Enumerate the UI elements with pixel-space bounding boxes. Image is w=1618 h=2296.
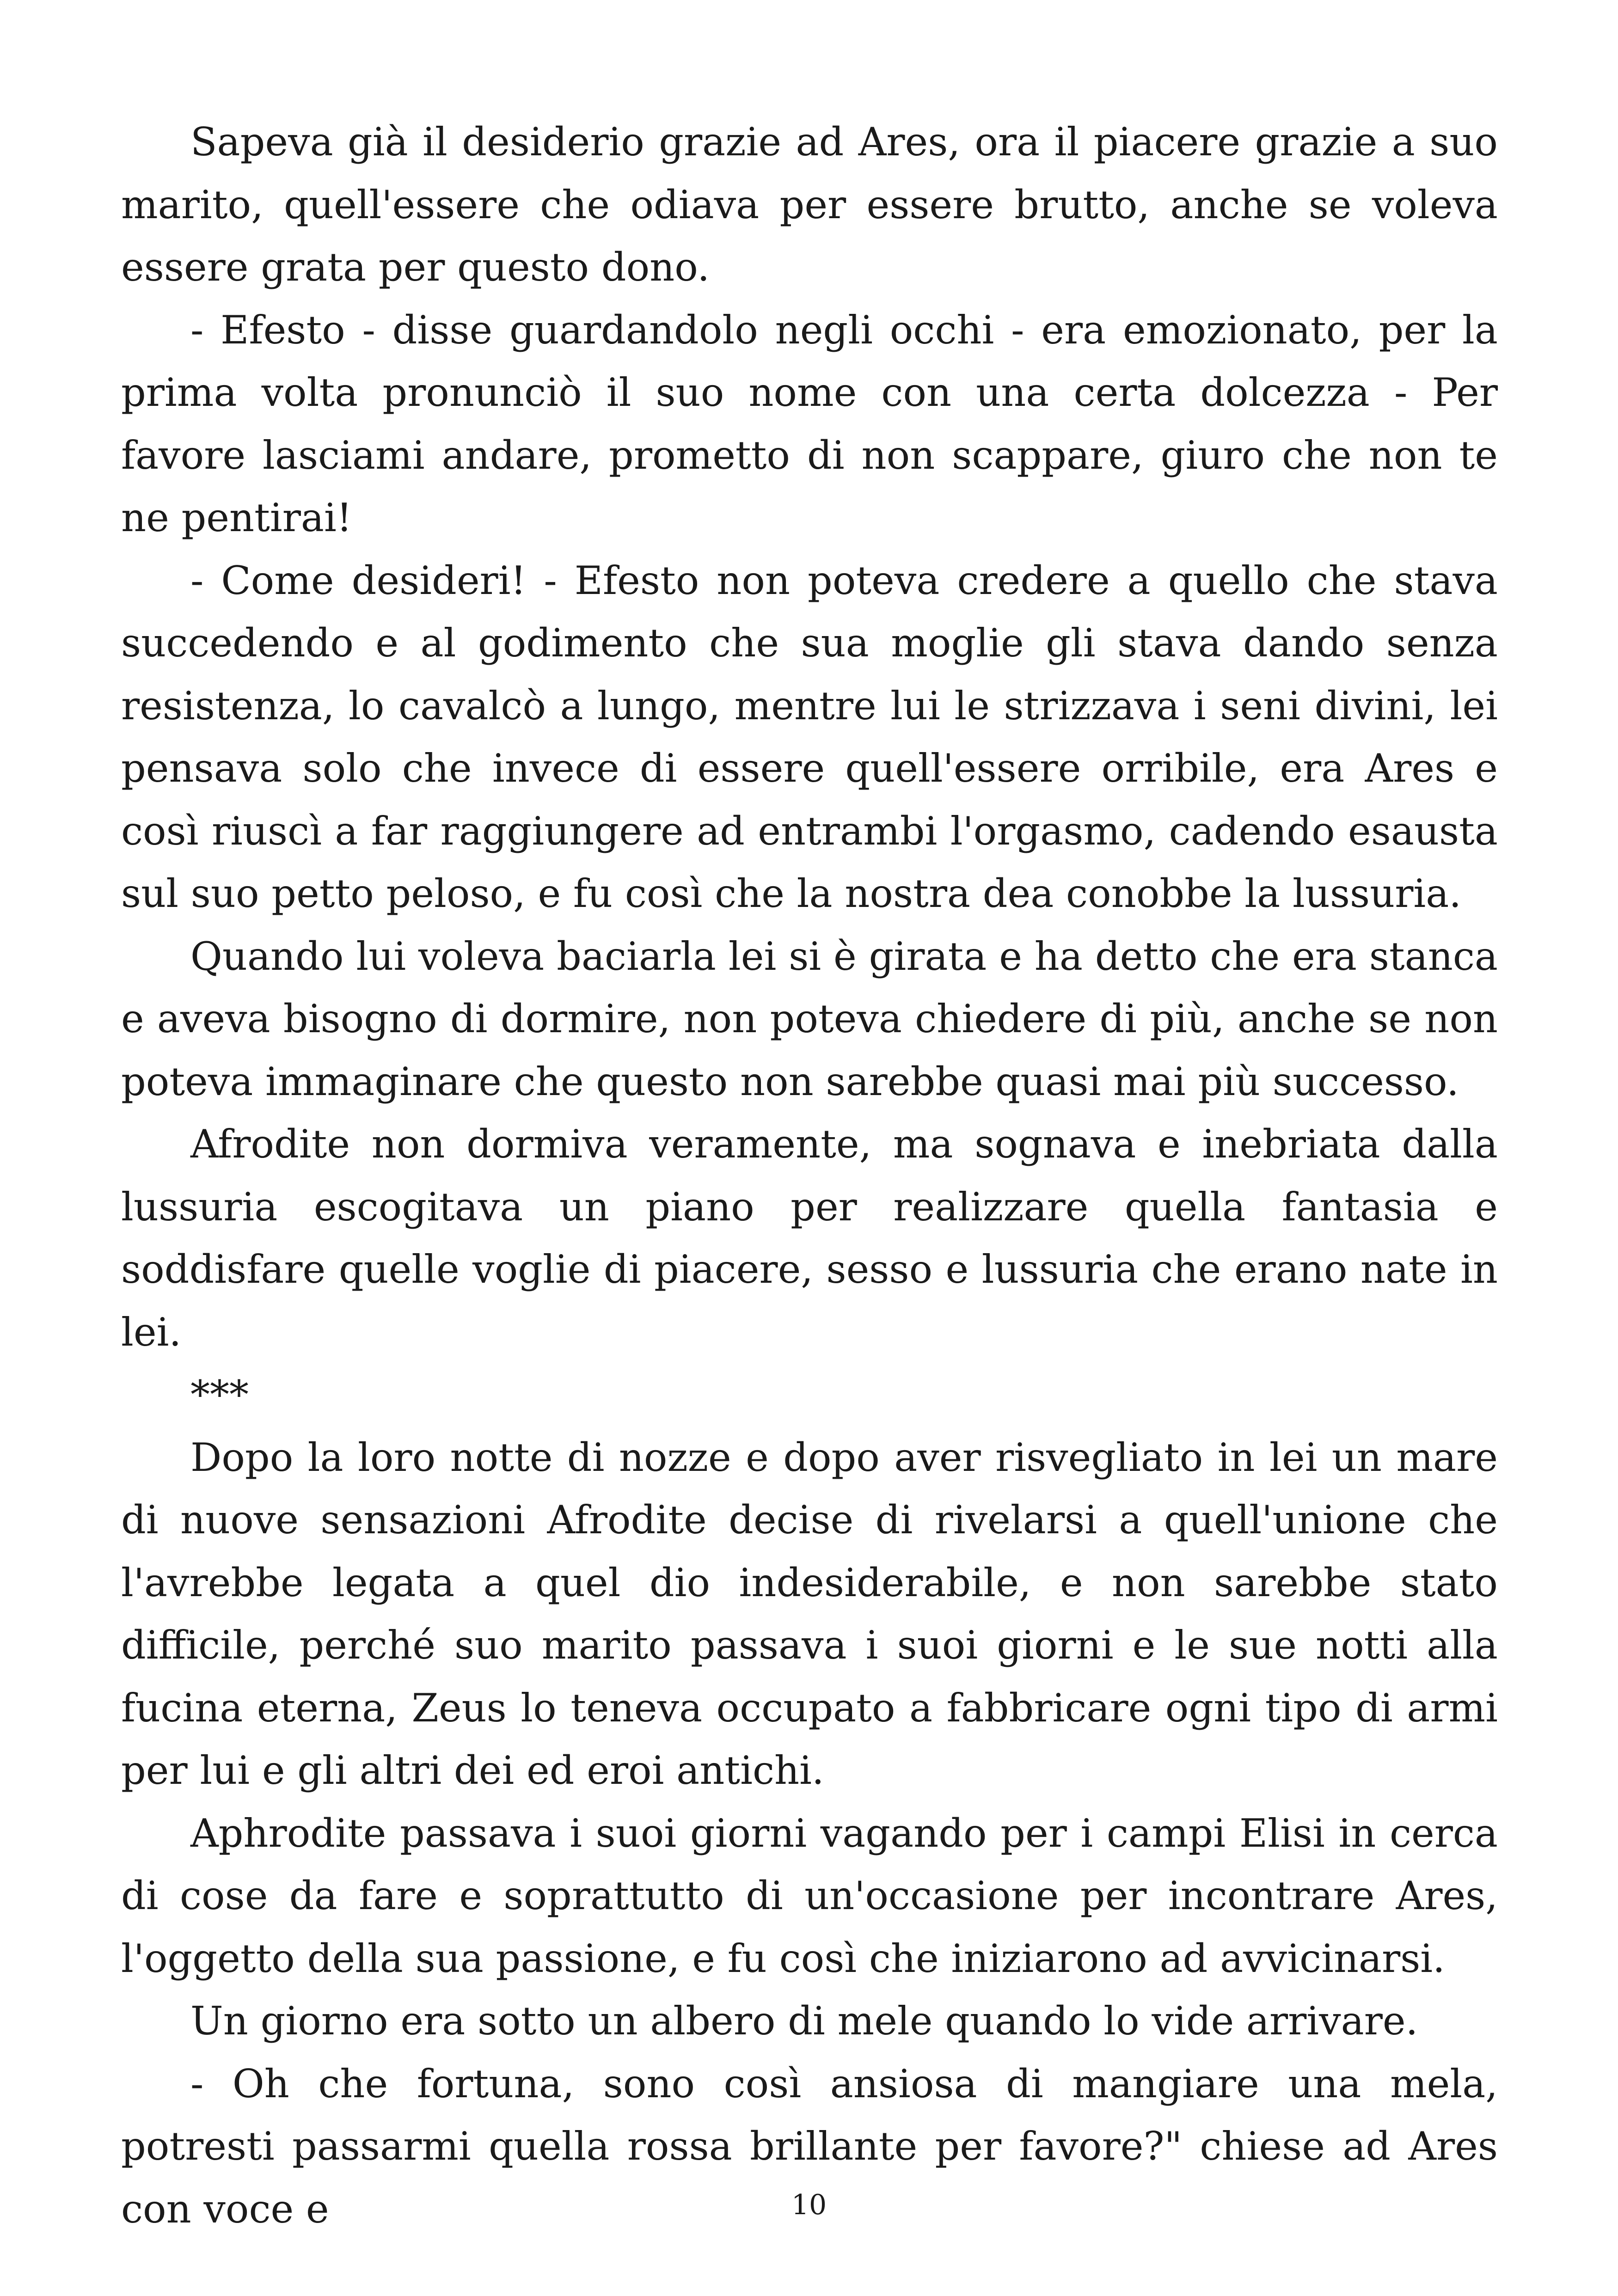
paragraph: Dopo la loro notte di nozze e dopo aver risvegliato in lei un mare di nuove sensazioni Afrodite decise di rivelarsi a quell'unione che l'avrebbe legata a quel dio indesiderabile, e non sarebbe stato difficile, perché suo marito passava i suoi giorni e le sue notti alla fucina eterna, Zeus lo teneva occupato a fabbricare ogni tipo di armi per lui e gli altri dei ed eroi antichi. — [121, 1434, 1498, 1793]
paragraph: Un giorno era sotto un albero di mele quando lo vide arrivare. — [190, 1998, 1418, 2044]
paragraph: - Oh che fortuna, sono così ansiosa di mangiare una mela, potresti passarmi quella rossa brillante per favore?" chiese ad Ares con voce e — [121, 2061, 1498, 2232]
paragraph: - Efesto - disse guardandolo negli occhi - era emozionato, per la prima volta pronunciò il suo nome con una certa dolcezza - Per favore lasciami andare, prometto di non scappare, giuro che non te ne pentirai! — [121, 307, 1498, 540]
paragraph: Quando lui voleva baciarla lei si è girata e ha detto che era stanca e aveva bisogno di dormire, non poteva chiedere di più, anche se non poteva immaginare che questo non sarebbe quasi mai più successo. — [121, 933, 1498, 1104]
page-number: 10 — [791, 2189, 827, 2221]
paragraph: Afrodite non dormiva veramente, ma sognava e inebriata dalla lussuria escogitava un piano per realizzare quella fantasia e soddisfare quelle voglie di piacere, sesso e lussuria che erano nate in lei. — [121, 1121, 1498, 1355]
body-text — [121, 111, 1498, 2241]
section-break: *** — [190, 1372, 249, 1417]
paragraph: Aphrodite passava i suoi giorni vagando per i campi Elisi in cerca di cose da fare e soprattutto di un'occasione per incontrare Ares, l'oggetto della sua passione, e fu così che iniziarono ad avvicinarsi. — [121, 1810, 1498, 1981]
paragraph: - Come desideri! - Efesto non poteva credere a quello che stava succedendo e al godimento che sua moglie gli stava dando senza resistenza, lo cavalcò a lungo, mentre lui le strizzava i seni divini, lei pensava solo che invece di essere quell'essere orribile, era Ares e così riuscì a far raggiungere ad entrambi l'orgasmo, cadendo esausta sul suo petto peloso, e fu così che la nostra dea conobbe la lussuria. — [121, 557, 1498, 916]
paragraph: Sapeva già il desiderio grazie ad Ares, ora il piacere grazie a suo marito, quell'essere che odiava per essere brutto, anche se voleva essere grata per questo dono. — [121, 119, 1498, 290]
